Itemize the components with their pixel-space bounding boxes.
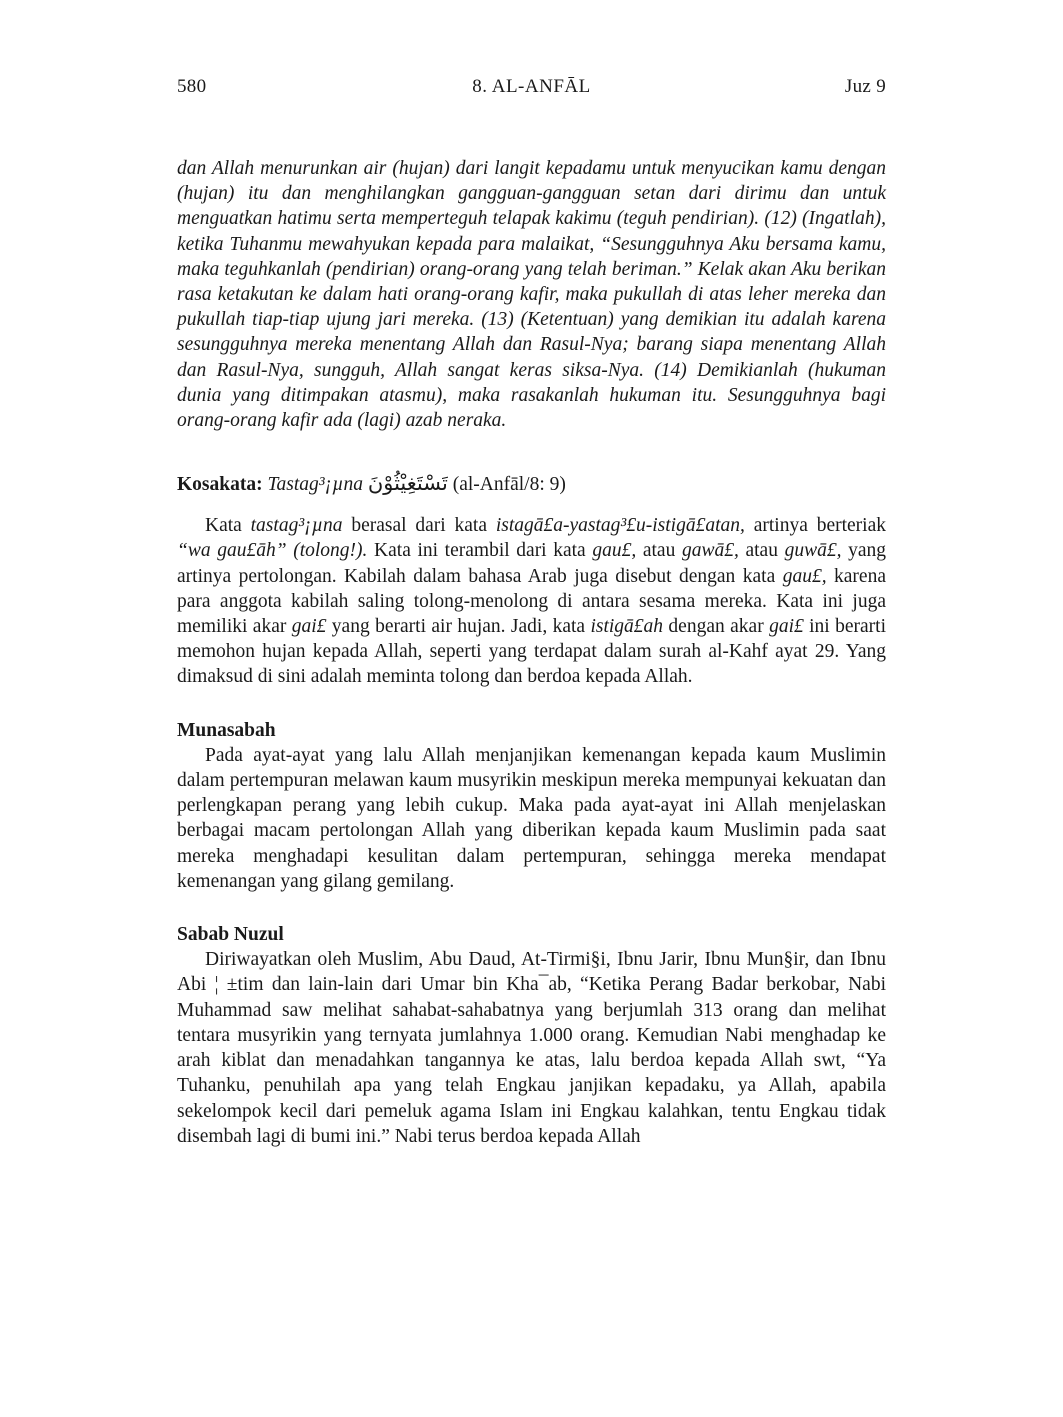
munasabah-body-paragraph: Pada ayat-ayat yang lalu Allah menjanjikan kemenangan kepada kaum Muslimin dalam pertempuran melawan kaum musyrikin meskipun mereka mempunyai kekuatan dan perlengkapan perang yang lebih cukup. Maka pada ayat-ayat ini Allah menjelaskan berbagai macam pertolongan Allah yang diberikan kepada kaum Muslimin pada saat mereka menghadapi kesulitan dalam pertempuran, sehingga mereka mendapat kemenangan yang gilang gemilang. <box>177 744 886 892</box>
sabab-nuzul-heading: Sabab Nuzul <box>177 924 284 946</box>
page-number: 580 <box>177 76 207 97</box>
kosakata-reference: (al-Anfāl/8: 9) <box>452 474 566 496</box>
kosakata-body-paragraph: Kata tastag³¡µna berasal dari kata istagā£a-yastag³£u-istigā£atan, artinya berteriak “wa gau£āh” (tolong!). Kata ini terambil dari kata gau£, atau gawā£, atau guwā£, yang artinya pertolongan. Kabilah dalam bahasa Arab juga disebut dengan kata gau£, karena para anggota kabilah saling tolong-menolong di antara sesama mereka. Kata ini juga memiliki akar gai£ yang berarti air hujan. Jadi, kata istigā£ah dengan akar gai£ ini berarti memohon hujan kepada Allah, seperti yang terdapat dalam surah al-Kahf ayat 29. Yang dimaksud di sini adalah meminta tolong dan berdoa kepada Allah. <box>177 515 887 688</box>
kosakata-heading-line <box>177 471 886 497</box>
kosakata-label: Kosakata: <box>177 474 263 496</box>
surah-title: 8. AL-ANFĀL <box>472 76 591 97</box>
translation-paragraph: dan Allah menurunkan air (hujan) dari langit kepadamu untuk menyucikan kamu dengan (hujan) itu dan menghilangkan gangguan-gangguan setan dari dirimu dan untuk menguatkan hatimu serta memperteguh telapak kakimu (teguh pendirian). (12) (Ingatlah), ketika Tuhanmu mewahyukan kepada para malaikat, “Sesungguhnya Aku bersama kamu, maka teguhkanlah (pendirian) orang-orang yang telah beriman.” Kelak akan Aku berikan rasa ketakutan ke dalam hati orang-orang kafir, maka pukullah di atas leher mereka dan pukullah tiap-tiap ujung jari mereka. (13) (Ketentuan) yang demikian itu adalah karena sesungguhnya mereka menentang Allah dan Rasul-Nya; barang siapa menentang Allah dan Rasul-Nya, sungguh, Allah sangat keras siksa-Nya. (14) Demikianlah (hukuman dunia yang ditimpakan atasmu), maka rasakanlah hukuman itu. Sesungguhnya bagi orang-orang kafir ada (lagi) azab neraka. <box>177 158 886 432</box>
juz-label: Juz 9 <box>844 76 886 97</box>
munasabah-heading: Munasabah <box>177 719 276 741</box>
kosakata-arabic-word: تَسْتَغِيْثُوْنَ <box>367 471 448 496</box>
page-header <box>177 76 886 98</box>
sabab-nuzul-body-paragraph: Diriwayatkan oleh Muslim, Abu Daud, At-Tirmi§i, Ibnu Jarir, Ibnu Mun§ir, dan Ibnu Abi ¦ ±tim dan lain-lain dari Umar bin Kha¯ab, “Ketika Perang Badar berkobar, Nabi Muhammad saw melihat sahabat-sahabatnya yang berjumlah 313 orang dan melihat tentara musyrikin yang ternyata jumlahnya 1.000 orang. Kemudian Nabi menghadap ke arah kiblat dan menadahkan tangannya ke atas, lalu berdoa kepada Allah swt, “Ya Tuhanku, penuhilah apa yang telah Engkau janjikan kepadaku, ya Allah, apabila sekelompok kecil dari pemeluk agama Islam ini Engkau kalahkan, tentu Engkau tidak disembah lagi di bumi ini.” Nabi terus berdoa kepada Allah <box>177 949 886 1147</box>
kosakata-term: Tastag³¡µna <box>267 474 363 496</box>
